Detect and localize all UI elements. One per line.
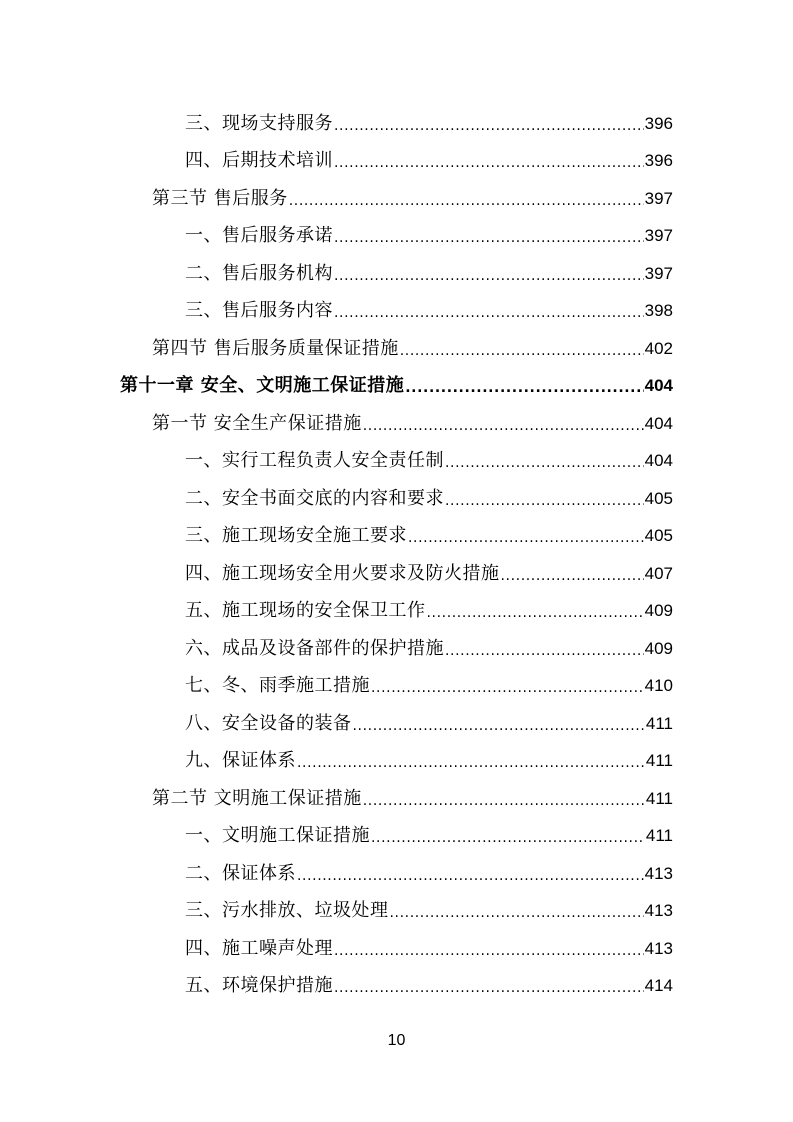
toc-entry-page: 413 xyxy=(644,901,673,920)
toc-entry[interactable] xyxy=(185,217,673,247)
toc-entry-page: 405 xyxy=(644,526,673,545)
toc-entry-page: 396 xyxy=(644,114,673,133)
toc-entry-page: 396 xyxy=(644,151,673,170)
dot-leader xyxy=(297,750,645,772)
toc-entry[interactable] xyxy=(185,967,673,997)
toc-entry-label: 第二节 文明施工保证措施 xyxy=(152,788,362,809)
dot-leader xyxy=(334,150,644,172)
toc-entry-label: 一、文明施工保证措施 xyxy=(185,825,370,846)
toc-entry-label: 二、售后服务机构 xyxy=(185,263,333,284)
toc-entry-page: 397 xyxy=(644,226,673,245)
toc-entry-label: 一、实行工程负责人安全责任制 xyxy=(185,450,444,471)
dot-leader xyxy=(405,375,643,397)
toc-entry-label: 八、安全设备的装备 xyxy=(185,713,352,734)
toc-entry-label: 五、施工现场的安全保卫工作 xyxy=(185,600,426,621)
toc-entry-page: 397 xyxy=(644,189,673,208)
toc-entry-label: 第一节 安全生产保证措施 xyxy=(152,413,362,434)
toc-entry[interactable] xyxy=(185,892,673,922)
toc-entry[interactable] xyxy=(185,292,673,322)
dot-leader xyxy=(408,525,644,547)
toc-entry-label: 二、保证体系 xyxy=(185,863,296,884)
toc-entry-label: 一、售后服务承诺 xyxy=(185,225,333,246)
dot-leader xyxy=(334,113,644,135)
toc-entry-page: 411 xyxy=(645,826,673,845)
toc-entry[interactable] xyxy=(185,705,673,735)
toc-entry[interactable] xyxy=(185,480,673,510)
toc-entry-label: 三、售后服务内容 xyxy=(185,300,333,321)
toc-entry-page: 411 xyxy=(645,714,673,733)
toc-entry[interactable] xyxy=(185,517,673,547)
toc-entry[interactable] xyxy=(152,405,673,435)
dot-leader xyxy=(334,975,644,997)
toc-entry[interactable] xyxy=(185,630,673,660)
toc-entry-label: 九、保证体系 xyxy=(185,750,296,771)
toc-entry[interactable] xyxy=(185,555,673,585)
toc-entry-label: 第十一章 安全、文明施工保证措施 xyxy=(120,375,405,396)
toc-entry-page: 402 xyxy=(644,339,673,358)
toc-entry[interactable] xyxy=(185,105,673,135)
toc-entry[interactable] xyxy=(185,742,673,772)
toc-entry-page: 407 xyxy=(644,564,673,583)
toc-entry-label: 三、污水排放、垃圾处理 xyxy=(185,900,389,921)
toc-entry-page: 413 xyxy=(644,939,673,958)
toc-entry-page: 414 xyxy=(644,976,673,995)
dot-leader xyxy=(390,900,644,922)
dot-leader xyxy=(400,338,644,360)
toc-entry-page: 411 xyxy=(645,751,673,770)
dot-leader xyxy=(289,188,644,210)
dot-leader xyxy=(445,450,644,472)
toc-entry-label: 二、安全书面交底的内容和要求 xyxy=(185,488,444,509)
toc-entry-page: 409 xyxy=(644,601,673,620)
dot-leader xyxy=(371,675,644,697)
toc-entry-page: 405 xyxy=(644,489,673,508)
toc-entry-page: 398 xyxy=(644,301,673,320)
toc-entry-page: 404 xyxy=(644,451,673,470)
toc-entry[interactable] xyxy=(185,817,673,847)
page-number: 10 xyxy=(387,1032,406,1049)
dot-leader xyxy=(363,788,645,810)
toc-entry[interactable] xyxy=(185,930,673,960)
toc-entry-page: 404 xyxy=(644,414,673,433)
toc-entry-page: 413 xyxy=(644,864,673,883)
dot-leader xyxy=(371,825,645,847)
toc-entry-label: 四、施工噪声处理 xyxy=(185,938,333,959)
toc-entry[interactable] xyxy=(152,780,673,810)
dot-leader xyxy=(334,225,644,247)
dot-leader xyxy=(334,300,644,322)
toc-entry-page: 397 xyxy=(644,264,673,283)
toc-entry[interactable] xyxy=(185,255,673,285)
toc-chapter-entry[interactable] xyxy=(120,367,673,397)
dot-leader xyxy=(363,413,644,435)
toc-entry[interactable] xyxy=(185,142,673,172)
toc-entry-label: 第三节 售后服务 xyxy=(152,188,288,209)
toc-entry-page: 409 xyxy=(644,639,673,658)
toc-entry-page: 411 xyxy=(645,789,673,808)
toc-entry-label: 四、施工现场安全用火要求及防火措施 xyxy=(185,563,500,584)
toc-entry-label: 四、后期技术培训 xyxy=(185,150,333,171)
dot-leader xyxy=(353,713,645,735)
toc-entry[interactable] xyxy=(185,855,673,885)
toc-entry-label: 三、施工现场安全施工要求 xyxy=(185,525,407,546)
toc-entry-label: 六、成品及设备部件的保护措施 xyxy=(185,638,444,659)
toc-entry[interactable] xyxy=(185,592,673,622)
dot-leader xyxy=(297,863,644,885)
toc-entry-label: 七、冬、雨季施工措施 xyxy=(185,675,370,696)
dot-leader xyxy=(501,563,644,585)
toc-entry-label: 三、现场支持服务 xyxy=(185,113,333,134)
toc-entry[interactable] xyxy=(152,330,673,360)
dot-leader xyxy=(427,600,644,622)
toc-entry[interactable] xyxy=(152,180,673,210)
toc-entry-page: 410 xyxy=(644,676,673,695)
toc-entry-page: 404 xyxy=(644,376,673,395)
toc-entry-label: 五、环境保护措施 xyxy=(185,975,333,996)
dot-leader xyxy=(445,488,644,510)
toc-entry[interactable] xyxy=(185,667,673,697)
toc-entry-label: 第四节 售后服务质量保证措施 xyxy=(152,338,399,359)
dot-leader xyxy=(445,638,644,660)
toc-entry[interactable] xyxy=(185,442,673,472)
dot-leader xyxy=(334,263,644,285)
dot-leader xyxy=(334,938,644,960)
